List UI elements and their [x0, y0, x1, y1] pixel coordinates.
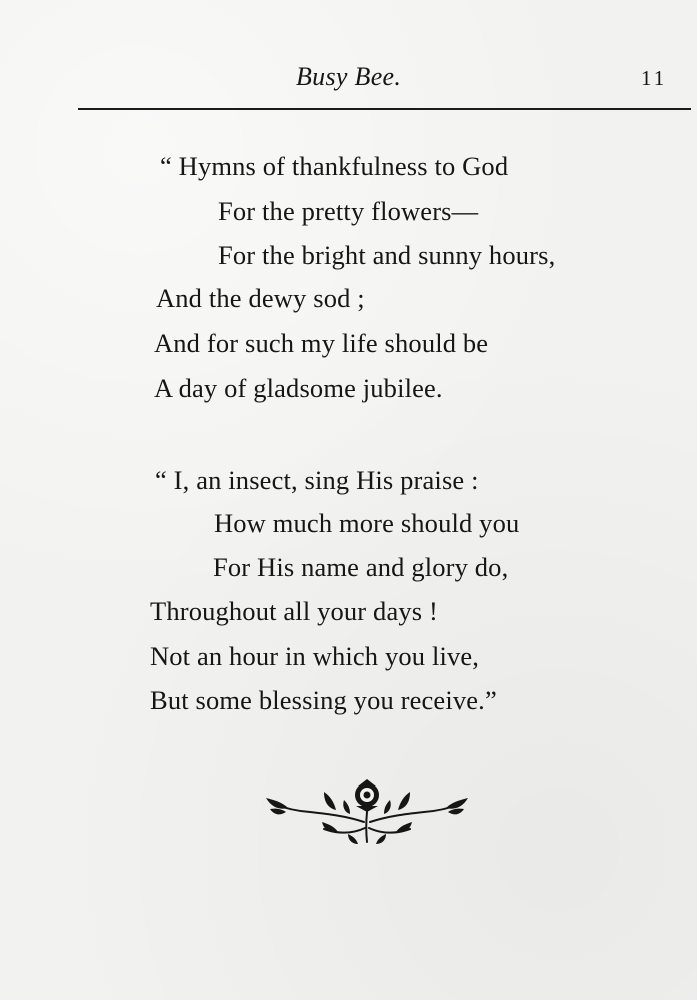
- poem-line: And the dewy sod ;: [156, 283, 365, 313]
- running-title: Busy Bee.: [296, 62, 402, 91]
- floral-vignette-icon: [262, 778, 472, 846]
- header-rule: [78, 108, 691, 110]
- poem-line: Not an hour in which you live,: [150, 641, 480, 671]
- poem-line: A day of gladsome jubilee.: [154, 373, 443, 403]
- poem-line: And for such my life should be: [154, 328, 489, 358]
- page-number: 11: [641, 66, 668, 90]
- poem-line: For the bright and sunny hours,: [218, 240, 556, 270]
- poem-line: For the pretty flowers—: [218, 196, 479, 226]
- running-head: [0, 62, 697, 102]
- poem-line: “ I, an insect, sing His praise :: [155, 465, 479, 495]
- poem-line: “ Hymns of thankfulness to God: [160, 151, 509, 181]
- poem-line: How much more should you: [214, 508, 520, 538]
- poem-line: But some blessing you receive.”: [150, 685, 497, 715]
- poem-line: For His name and glory do,: [213, 552, 509, 582]
- poem-line: Throughout all your days !: [150, 596, 438, 626]
